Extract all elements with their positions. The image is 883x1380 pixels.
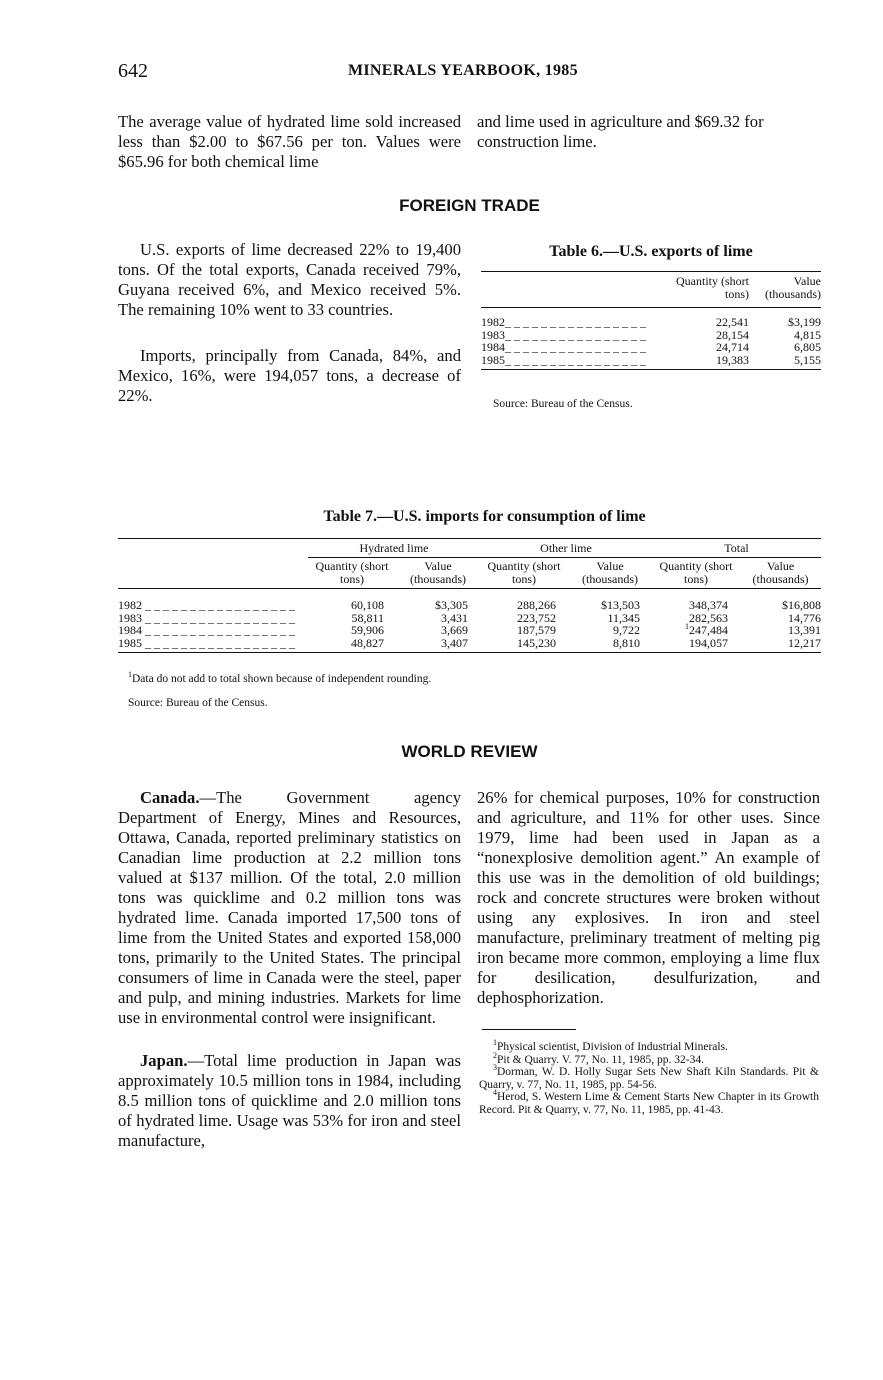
table7-title: Table 7.—U.S. imports for consumption of lime bbox=[323, 508, 646, 525]
world-review-heading: WORLD REVIEW bbox=[401, 742, 538, 761]
exports-paragraph: U.S. exports of lime decreased 22% to 19,400 tons. Of the total exports, Canada received 79%, Guyana received 6%, and Mexico received 5%. The remaining 10% went to 33 countries. bbox=[118, 240, 461, 319]
foreign-trade-heading: FOREIGN TRADE bbox=[399, 196, 540, 215]
total-quantity: $^1$247,484 bbox=[685, 622, 728, 637]
row-year: 1985 bbox=[118, 636, 142, 650]
imports-paragraph: Imports, principally from Canada, 84%, and Mexico, 16%, were 194,057 tons, a decrease of 22%. bbox=[118, 346, 461, 405]
table-row: 1983 _ _ _ _ _ _ _ _ _ _ _ _ _ _ _ _ _ 58,811 3,431 223,752 11,345 282,563 14,776 bbox=[118, 610, 821, 625]
table6-source: Source: Bureau of the Census. bbox=[493, 398, 633, 410]
total-quantity: 282,563 bbox=[689, 610, 728, 625]
hydrated-value: 3,407 bbox=[441, 635, 468, 650]
table6-title: Table 6.—U.S. exports of lime bbox=[549, 243, 753, 260]
hydrated-quantity: 48,827 bbox=[351, 635, 384, 650]
japan-run-in-heading: Japan. bbox=[140, 1051, 188, 1070]
table7-group-hydrated: Hydrated lime bbox=[308, 539, 480, 558]
table-row: 1984_ _ _ _ _ _ _ _ _ _ _ _ _ _ _ _ 24,714 6,805 bbox=[481, 340, 821, 354]
footnote-rule bbox=[482, 1029, 576, 1030]
table7-value-header: Value (thousands) bbox=[752, 559, 809, 586]
row-year: 1982 bbox=[481, 316, 505, 329]
hydrated-value: $3,305 bbox=[435, 598, 468, 612]
table-row: 1985_ _ _ _ _ _ _ _ _ _ _ _ _ _ _ _ 19,383 5,155 bbox=[481, 354, 821, 370]
other-quantity: 145,230 bbox=[517, 635, 556, 650]
row-value: $3,199 bbox=[788, 315, 821, 329]
table7-group-other: Other lime bbox=[480, 539, 652, 558]
hydrated-quantity: 60,108 bbox=[351, 598, 384, 612]
other-value: 9,722 bbox=[613, 623, 640, 637]
canada-run-in-heading: Canada. bbox=[140, 788, 200, 807]
row-year: 1984 bbox=[118, 624, 142, 637]
table7-footnote: $^1$Data do not add to total shown because of independent rounding. bbox=[128, 670, 432, 685]
total-value: 14,776 bbox=[788, 610, 821, 625]
other-value: 11,345 bbox=[607, 610, 640, 625]
row-quantity: 28,154 bbox=[716, 327, 749, 342]
row-value: 4,815 bbox=[794, 327, 821, 342]
row-value: 6,805 bbox=[794, 340, 821, 354]
japan-continued-paragraph: 26% for chemical purposes, 10% for construction and agriculture, and 11% for other uses. Since 1979, lime had been used in Japan as a “nonexplosive demolition agent.” An example of this use was in the demolition of old buildings; rock and concrete structures were broken without using any explosives. In iron and steel manufacture, preliminary treatment of melting pig iron became more common, employing a lime flux for desilication, desulfurization, and dephosphorization. bbox=[477, 788, 820, 1007]
row-year: 1983 bbox=[481, 328, 505, 341]
table7-quantity-header: Quantity (short tons) bbox=[315, 559, 389, 586]
other-quantity: 288,266 bbox=[517, 598, 556, 612]
hydrated-quantity: 59,906 bbox=[351, 623, 384, 637]
total-value: 12,217 bbox=[788, 635, 821, 650]
row-year: 1984 bbox=[481, 341, 505, 354]
row-quantity: 24,714 bbox=[716, 340, 749, 354]
table-row: 1982_ _ _ _ _ _ _ _ _ _ _ _ _ _ _ _ 22,541 $3,199 bbox=[481, 315, 821, 329]
row-year: 1982 bbox=[118, 599, 142, 612]
footnote-item: $^3$Dorman, W. D. Holly Sugar Sets New Shaft Kiln Standards. Pit & Quarry, v. 77, No. 11, 1985, pp. 54-56. bbox=[479, 1063, 819, 1091]
table7-group-total: Total bbox=[652, 539, 821, 558]
table7-quantity-header: Quantity (short tons) bbox=[659, 559, 733, 586]
journal-title: MINERALS YEARBOOK, 1985 bbox=[348, 62, 578, 79]
table6 bbox=[481, 271, 821, 370]
row-year: 1983 bbox=[118, 611, 142, 624]
hydrated-value: 3,669 bbox=[441, 623, 468, 637]
table7-quantity-header: Quantity (short tons) bbox=[487, 559, 561, 586]
running-header bbox=[118, 60, 838, 86]
total-value: $16,808 bbox=[782, 598, 821, 612]
total-quantity: 348,374 bbox=[689, 598, 728, 612]
row-year: 1985 bbox=[481, 353, 505, 367]
other-quantity: 187,579 bbox=[517, 623, 556, 637]
table7-value-header: Value (thousands) bbox=[582, 559, 638, 586]
footnotes bbox=[479, 1038, 819, 1116]
table7-source: Source: Bureau of the Census. bbox=[128, 697, 268, 709]
other-quantity: 223,752 bbox=[517, 610, 556, 625]
other-value: $13,503 bbox=[601, 598, 640, 612]
footnote-item: $^2$Pit & Quarry. V. 77, No. 11, 1985, pp. 32-34. bbox=[493, 1050, 704, 1066]
row-quantity: 19,383 bbox=[716, 352, 749, 367]
table-row: 1983_ _ _ _ _ _ _ _ _ _ _ _ _ _ _ _ 28,154 4,815 bbox=[481, 327, 821, 342]
row-value: 5,155 bbox=[794, 352, 821, 367]
intro-paragraph-left: The average value of hydrated lime sold increased less than $2.00 to $67.56 per ton. Values were $65.96 for both chemical lime bbox=[118, 112, 461, 171]
table7 bbox=[118, 538, 821, 653]
total-value: 13,391 bbox=[788, 623, 821, 637]
other-value: 8,810 bbox=[613, 635, 640, 650]
table6-quantity-header: Quantity (short tons) bbox=[676, 274, 749, 301]
canada-paragraph: Canada.—The Government agency Department of Energy, Mines and Resources, Ottawa, Canada, reported preliminary statistics on Canadian lime production at 2.2 million tons valued at $137 million. Of the total, 2.0 million tons was quicklime and 0.2 million tons was hydrated lime. Canada imported 17,500 tons of lime from the United States and exported 158,000 tons, primarily to the United States. The principal consumers of lime in Canada were the steel, paper and pulp, and mining industries. Markets for lime use in environmental control were insignificant. bbox=[118, 788, 461, 1027]
table7-value-header: Value (thousands) bbox=[410, 559, 466, 586]
total-quantity: 194,057 bbox=[689, 635, 728, 650]
hydrated-value: 3,431 bbox=[441, 610, 468, 625]
footnote-item: $^1$Physical scientist, Division of Industrial Minerals. bbox=[493, 1038, 728, 1053]
page-number: 642 bbox=[118, 60, 148, 82]
table6-value-header: Value (thousands) bbox=[765, 274, 821, 301]
row-quantity: 22,541 bbox=[716, 315, 749, 329]
table-row: 1982 _ _ _ _ _ _ _ _ _ _ _ _ _ _ _ _ _ 60,108 $3,305 288,266 $13,503 348,374 $16,808 bbox=[118, 598, 821, 612]
hydrated-quantity: 58,811 bbox=[351, 610, 384, 625]
intro-paragraph-right: and lime used in agriculture and $69.32 for construction lime. bbox=[477, 112, 764, 151]
table-row: 1985 _ _ _ _ _ _ _ _ _ _ _ _ _ _ _ _ _ 48,827 3,407 145,230 8,810 194,057 12,217 bbox=[118, 637, 821, 653]
japan-paragraph: Japan.—Total lime production in Japan was approximately 10.5 million tons in 1984, including 8.5 million tons of quicklime and 2.0 million tons of hydrated lime. Usage was 53% for iron and steel manufacture, bbox=[118, 1051, 461, 1150]
footnote-mark: 1 bbox=[128, 670, 132, 680]
table-row: 1984 _ _ _ _ _ _ _ _ _ _ _ _ _ _ _ _ _ 59,906 3,669 187,579 9,722 $^1$247,484 13,391 bbox=[118, 622, 821, 637]
footnote-item: $^4$Herod, S. Western Lime & Cement Starts New Chapter in its Growth Record. Pit & Quarry, v. 77, No. 11, 1985, pp. 41-43. bbox=[479, 1088, 819, 1116]
